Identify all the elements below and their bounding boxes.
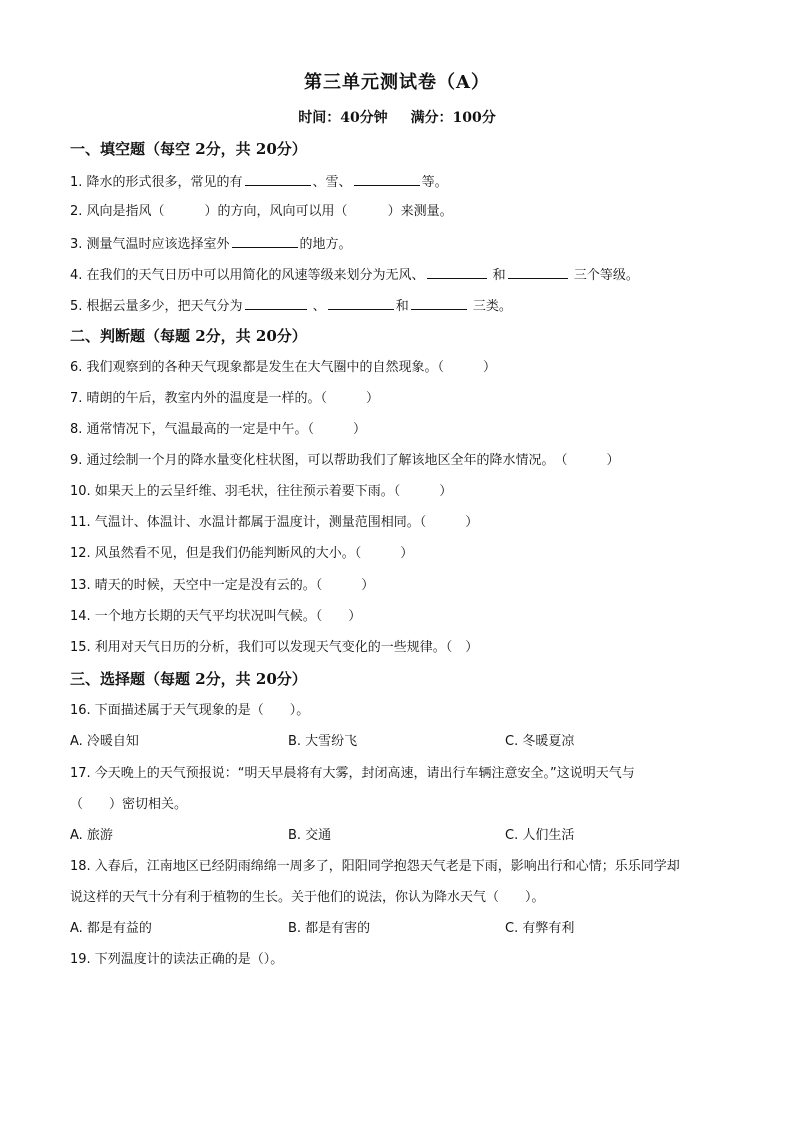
question-8: 8. 通常情况下，气温最高的一定是中午。（ ） xyxy=(70,422,367,437)
exam-info xyxy=(0,107,794,127)
question-2: 2. 风向是指风（ ）的方向，风向可以用（ ）来测量。 xyxy=(70,204,453,219)
question-12: 12. 风虽然看不见，但是我们仍能判断风的大小。（ ） xyxy=(70,546,414,561)
full-score: 满分：100分 xyxy=(410,110,496,126)
question-13: 13. 晴天的时候，天空中一定是没有云的。（ ） xyxy=(70,578,375,593)
answer-blank[interactable] xyxy=(232,234,298,248)
section-true-false-header: 二、判断题（每题 2分，共 20分） xyxy=(70,327,307,345)
question-17-stem-line2: （ ）密切相关。 xyxy=(70,797,188,812)
question-17-option-a[interactable]: A. 旅游 xyxy=(70,828,113,843)
question-18-stem-line2: 说这样的天气十分有利于植物的生长。关于他们的说法，你认为降水天气（ ）。 xyxy=(70,890,545,905)
question-16-option-a[interactable]: A. 冷暖自知 xyxy=(70,734,139,749)
question-18-option-c[interactable]: C. 有弊有利 xyxy=(505,921,575,936)
question-16-option-b[interactable]: B. 大雪纷飞 xyxy=(288,734,358,749)
question-14: 14. 一个地方长期的天气平均状况叫气候。（ ） xyxy=(70,609,362,624)
time-limit: 时间：40分钟 xyxy=(298,110,388,126)
question-5: 5. 根据云量多少，把天气分为 、 和 三类。 xyxy=(70,296,512,316)
answer-blank[interactable] xyxy=(245,296,307,310)
question-7: 7. 晴朗的午后，教室内外的温度是一样的。（ ） xyxy=(70,391,380,406)
question-17-stem-line1: 17. 今天晚上的天气预报说：“明天早晨将有大雾，封闭高速，请出行车辆注意安全。”这说明天气与 xyxy=(70,766,635,781)
section-multiple-choice-header: 三、选择题（每题 2分，共 20分） xyxy=(70,670,307,688)
question-10: 10. 如果天上的云呈纤维、羽毛状，往往预示着要下雨。（ ） xyxy=(70,484,453,499)
question-9: 9. 通过绘制一个月的降水量变化柱状图，可以帮助我们了解该地区全年的降水情况。 （ ） xyxy=(70,453,620,468)
question-6: 6. 我们观察到的各种天气现象都是发生在大气圈中的自然现象。（ ） xyxy=(70,360,497,375)
question-19-stem: 19. 下列温度计的读法正确的是（）。 xyxy=(70,952,284,967)
question-15: 15. 利用对天气日历的分析，我们可以发现天气变化的一些规律。（ ） xyxy=(70,640,479,655)
answer-blank[interactable] xyxy=(411,296,467,310)
question-16-option-c[interactable]: C. 冬暖夏凉 xyxy=(505,734,575,749)
answer-blank[interactable] xyxy=(328,296,394,310)
question-18-option-a[interactable]: A. 都是有益的 xyxy=(70,921,152,936)
question-3: 3. 测量气温时应该选择室外 的地方。 xyxy=(70,234,352,254)
question-11: 11. 气温计、体温计、水温计都属于温度计，测量范围相同。（ ） xyxy=(70,515,479,530)
section-fill-in-header: 一、填空题（每空 2分，共 20分） xyxy=(70,140,307,158)
question-17-option-c[interactable]: C. 人们生活 xyxy=(505,828,575,843)
answer-blank[interactable] xyxy=(354,172,420,186)
question-17-option-b[interactable]: B. 交通 xyxy=(288,828,332,843)
question-16-stem: 16. 下面描述属于天气现象的是（ ）。 xyxy=(70,703,310,718)
question-1: 1. 降水的形式很多，常见的有 、雪、 等。 xyxy=(70,172,448,192)
question-18-stem-line1: 18. 入春后，江南地区已经阴雨绵绵一周多了，阳阳同学抱怨天气老是下雨，影响出行和心情；乐乐同学却 xyxy=(70,859,680,874)
answer-blank[interactable] xyxy=(427,265,487,279)
question-18-option-b[interactable]: B. 都是有害的 xyxy=(288,921,371,936)
answer-blank[interactable] xyxy=(508,265,568,279)
page-title: 第三单元测试卷（A） xyxy=(304,72,490,93)
answer-blank[interactable] xyxy=(245,172,311,186)
question-4: 4. 在我们的天气日历中可以用简化的风速等级来划分为无风、 和 三个等级。 xyxy=(70,265,639,285)
